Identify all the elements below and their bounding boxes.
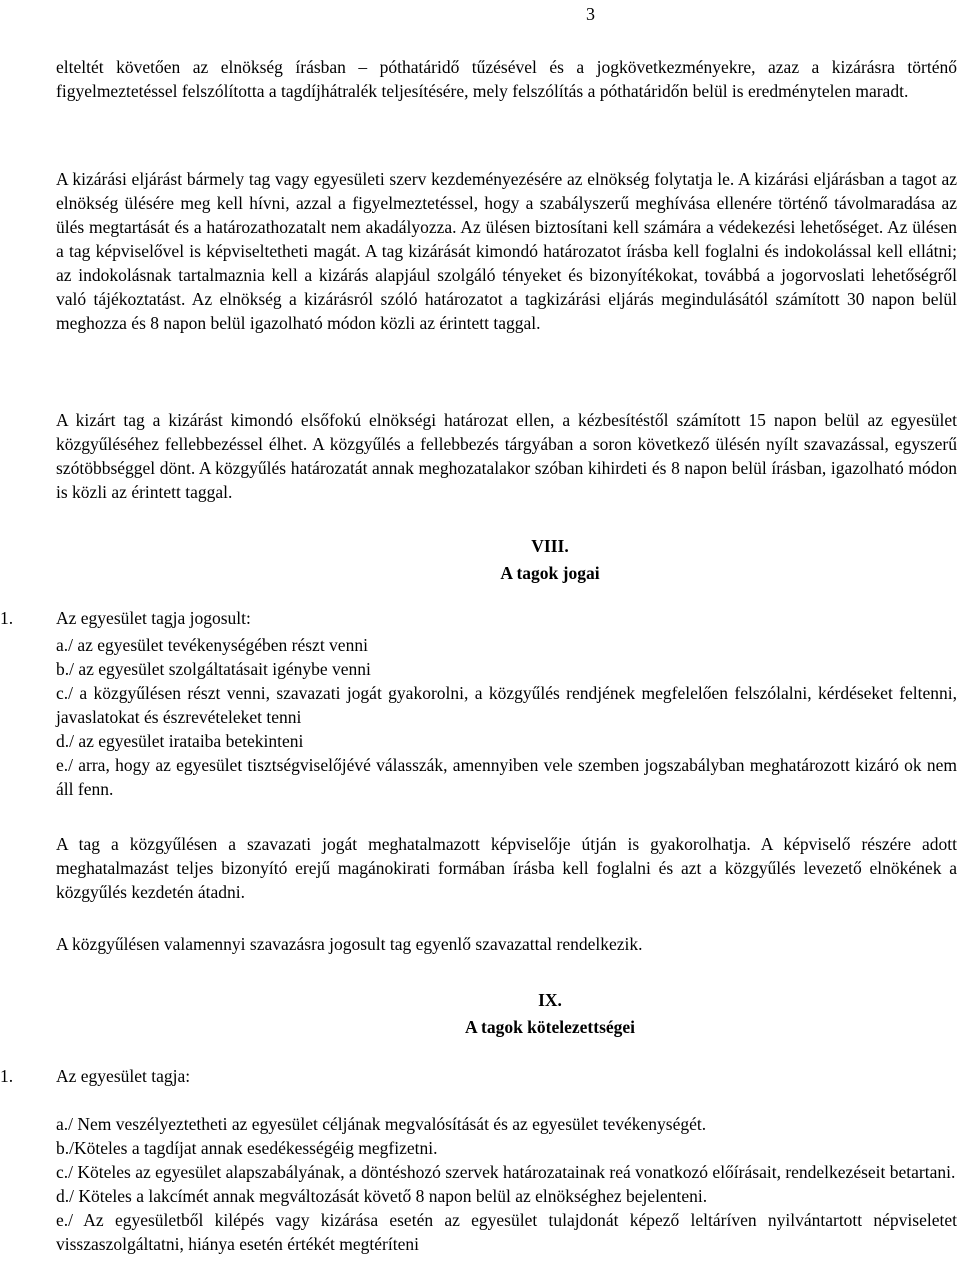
list-item: a./ Nem veszélyeztetheti az egyesület céljának megvalósítását és az egyesület tevékenységét. bbox=[56, 1114, 707, 1134]
paragraph-membership-termination: elteltét követően az elnökség írásban – póthatáridő tűzésével és a jogkövetkezményekre, azaz a kizárásra történő figyelmeztetéssel felszólította a tagdíjhátralék teljesítésére, mely felszólítás a póthatáridőn belül is eredménytelen maradt. bbox=[56, 57, 957, 101]
paragraph-appeal: A kizárt tag a kizárást kimondó elsőfokú elnökségi határozat ellen, a kézbesítéstől számított 15 napon belül az egyesület közgyűléséhez fellebbezéssel élhet. A közgyűlés a fellebbezés tárgyában a soron következő ülésén nyílt szavazással, egyszerű szótöbbséggel dönt. A közgyűlés határozatát annak meghozatalakor szóban kihirdeti és 8 napon belül írásban, igazolható módon is közli az érintett taggal. bbox=[56, 410, 957, 502]
list-title: Az egyesület tagja jogosult: bbox=[56, 608, 251, 628]
list-item: d./ az egyesület irataiba betekinteni bbox=[56, 731, 304, 751]
list-title: Az egyesület tagja: bbox=[56, 1066, 191, 1086]
list-number: 1. bbox=[0, 608, 14, 628]
list-item: c./ Köteles az egyesület alapszabályának, a döntéshozó szervek határozatainak reá vonatkozó előírásait, rendelkezéseit betartani. bbox=[56, 1162, 956, 1182]
list-item: d./ Köteles a lakcímét annak megváltozását követő 8 napon belül az elnökséghez bejelenteni. bbox=[56, 1186, 708, 1206]
section-title: A tagok kötelezettségei bbox=[464, 1017, 636, 1037]
paragraph-proxy-voting: A tag a közgyűlésen a szavazati jogát meghatalmazott képviselője útján is gyakorolhatja. A képviselő részére adott meghatalmazást teljes bizonyító erejű magánokirati formában írásba kell foglalni és azt a közgyűlés levezető elnökének a közgyűlés kezdetén átadni. bbox=[56, 834, 957, 902]
list-item: b./ az egyesület szolgáltatásait igénybe venni bbox=[56, 659, 371, 679]
list-item: b./Köteles a tagdíjat annak esedékességéig megfizetni. bbox=[56, 1138, 438, 1158]
section-heading-ix bbox=[300, 987, 800, 1041]
paragraph-equal-vote: A közgyűlésen valamennyi szavazásra jogosult tag egyenlő szavazattal rendelkezik. bbox=[56, 934, 643, 954]
section-heading-viii bbox=[300, 533, 800, 587]
list-item: e./ Az egyesületből kilépés vagy kizárása esetén az egyesület tulajdonát képező leltáríven nyilvántartott népviseletet visszaszolgáltatni, hiánya esetén értékét megtéríteni bbox=[56, 1210, 957, 1254]
section-number: VIII. bbox=[531, 536, 569, 556]
list-number: 1. bbox=[0, 1066, 14, 1086]
section-title: A tagok jogai bbox=[500, 563, 600, 583]
list-item: c./ a közgyűlésen részt venni, szavazati jogát gyakorolni, a közgyűlés rendjének megfelelően felszólalni, kérdéseket feltenni, javaslatokat és észrevételeket tenni bbox=[56, 683, 957, 727]
paragraph-exclusion-procedure: A kizárási eljárást bármely tag vagy egyesületi szerv kezdeményezésére az elnökség folytatja le. A kizárási eljárásban a tagot az elnökség ülésére meg kell hívni, azzal a figyelmeztetéssel, hogy a szabályszerű meghívása ellenére történő távolmaradása az ülés megtartását és a határozathozatalt nem akadályozza. Az ülésen biztosítani kell számára a védekezési lehetőséget. Az ülésen a tag képviselővel is képviseltetheti magát. A tag kizárását kimondó határozatot írásba kell foglalni és indokolással kell ellátni; az indokolásnak tartalmaznia kell a kizárás alapjául szolgáló tényeket és bizonyítékokat, továbbá a jogorvoslati lehetőségről való tájékoztatást. Az elnökség a kizárásról szóló határozatot a tagkizárási eljárás megindulásától számított 30 napon belül meghozza és 8 napon belül igazolható módon közli az érintett taggal. bbox=[56, 169, 957, 333]
obligations-list bbox=[56, 1112, 957, 1256]
rights-list bbox=[56, 633, 957, 801]
section-number: IX. bbox=[538, 990, 562, 1010]
list-item: a./ az egyesület tevékenységében részt venni bbox=[56, 635, 368, 655]
page-number: 3 bbox=[586, 4, 595, 24]
list-item: e./ arra, hogy az egyesület tisztségviselőjévé válasszák, amennyiben vele szemben jogszabályban meghatározott kizáró ok nem áll fenn. bbox=[56, 755, 957, 799]
